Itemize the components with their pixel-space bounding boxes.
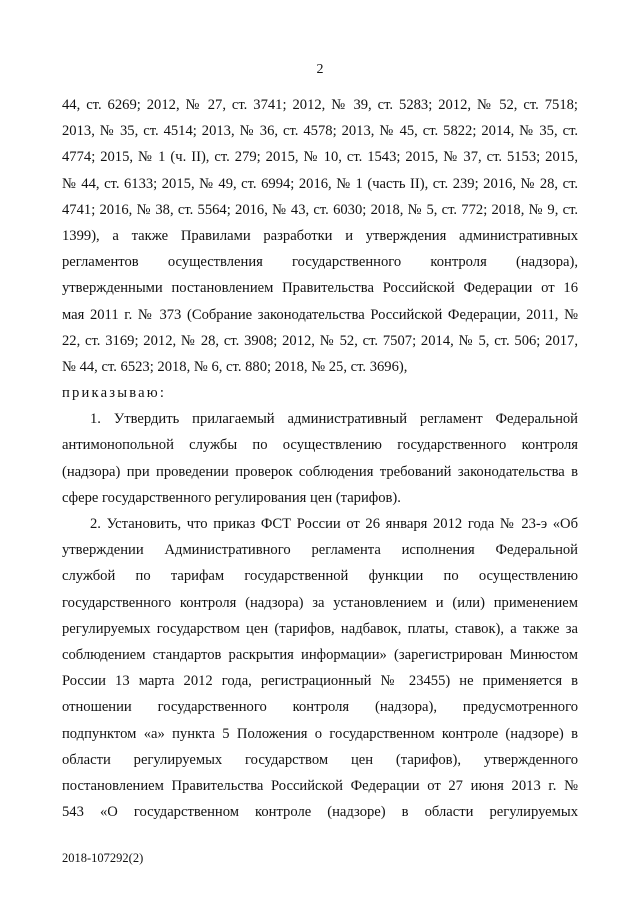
text-line: постановлением Правительства Российской Федерации от 27 июня 2013 г. № — [62, 777, 578, 794]
order-word: приказываю: — [62, 385, 167, 402]
text-line: № 44, ст. 6523; 2018, № 6, ст. 880; 2018, № 25, ст. 3696), — [62, 358, 408, 375]
paragraph-1-line: 1. Утвердить прилагаемый административный регламент Федеральной — [90, 411, 578, 428]
text-line: сфере государственного регулирования цен (тарифов). — [62, 489, 401, 506]
text-line: России 13 марта 2012 года, регистрационный № 23455) не применяется в — [62, 673, 578, 690]
text-line: службой по тарифам государственной функции по осуществлению — [62, 568, 578, 585]
text-line: области регулируемых государством цен (тарифов), утвержденного — [62, 751, 578, 768]
text-line: 44, ст. 6269; 2012, № 27, ст. 3741; 2012, № 39, ст. 5283; 2012, № 52, ст. 7518; — [62, 97, 578, 113]
text-line: отношении государственного контроля (надзора), предусмотренного — [62, 699, 578, 716]
document-registration-code: 2018-107292(2) — [62, 851, 144, 865]
text-line: 22, ст. 3169; 2012, № 28, ст. 3908; 2012, № 52, ст. 7507; 2014, № 5, ст. 506; 2017, — [62, 332, 578, 349]
text-line: регулируемых государством цен (тарифов, надбавок, платы, ставок), а также за — [62, 620, 578, 637]
text-line: 4774; 2015, № 1 (ч. II), ст. 279; 2015, № 10, ст. 1543; 2015, № 37, ст. 5153; 2015, — [62, 149, 578, 166]
text-line: мая 2011 г. № 373 (Собрание законодательства Российской Федерации, 2011, № — [62, 306, 578, 323]
document-body — [62, 92, 578, 825]
text-line: регламентов осуществления государственного контроля (надзора), — [62, 254, 578, 271]
text-line: соблюдением стандартов раскрытия информации» (зарегистрирован Минюстом — [62, 646, 578, 663]
text-line: (надзора) при проведении проверок соблюдения требований законодательства в — [62, 463, 578, 480]
paragraph-2-line: 2. Установить, что приказ ФСТ России от 26 января 2012 года № 23-э «Об — [90, 516, 578, 532]
text-line: антимонопольной службы по осуществлению государственного контроля — [62, 437, 578, 454]
text-line: 543 «О государственном контроле (надзоре) в области регулируемых — [62, 804, 578, 821]
page-number: 2 — [316, 62, 324, 77]
text-line: № 44, ст. 6133; 2015, № 49, ст. 6994; 2016, № 1 (часть II), ст. 239; 2016, № 28, ст. — [62, 175, 578, 192]
text-line: государственного контроля (надзора) за установлением и (или) применением — [62, 594, 578, 611]
text-line: утверждении Административного регламента исполнения Федеральной — [62, 542, 578, 559]
text-line: 4741; 2016, № 38, ст. 5564; 2016, № 43, ст. 6030; 2018, № 5, ст. 772; 2018, № 9, ст. — [62, 201, 578, 218]
text-line: 1399), а также Правилами разработки и утверждения административных — [62, 227, 578, 244]
text-line: 2013, № 35, ст. 4514; 2013, № 36, ст. 4578; 2013, № 45, ст. 5822; 2014, № 35, ст. — [62, 123, 578, 140]
text-line: утвержденными постановлением Правительства Российской Федерации от 16 — [62, 280, 578, 297]
text-line: подпунктом «а» пункта 5 Положения о государственном контроле (надзоре) в — [62, 725, 578, 742]
